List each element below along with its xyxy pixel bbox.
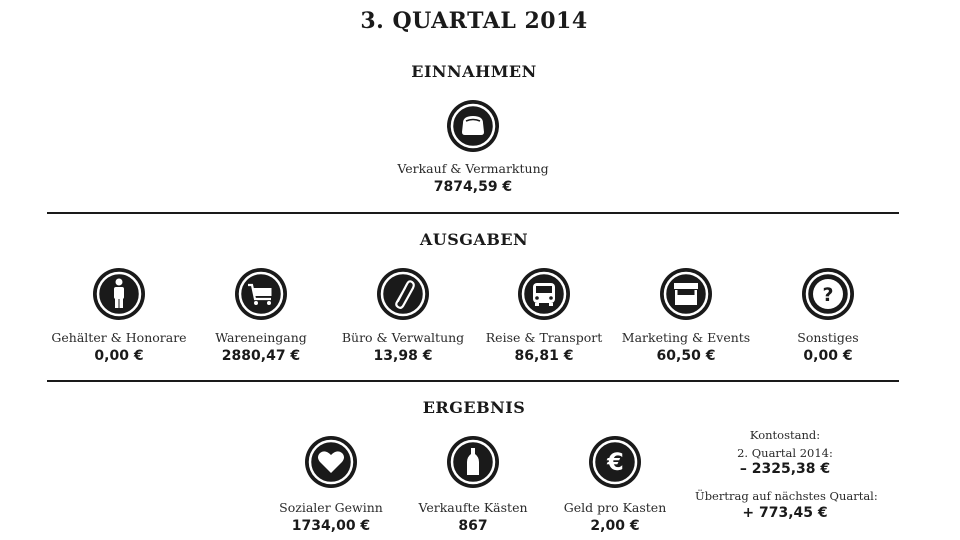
ergebnis-item-geld bbox=[525, 435, 705, 534]
item-value: 867 bbox=[458, 518, 488, 534]
ergebnis-heading: ERGEBNIS bbox=[422, 398, 526, 417]
item-value: 0,00 € bbox=[803, 348, 853, 364]
bottle-icon bbox=[446, 435, 500, 489]
item-label: Wareneingang bbox=[215, 330, 307, 345]
item-label: Büro & Verwaltung bbox=[341, 330, 465, 345]
item-label: Gehälter & Honorare bbox=[51, 330, 187, 345]
item-label: Reise & Transport bbox=[485, 330, 603, 345]
question-icon bbox=[801, 267, 855, 321]
svg-text:€: € bbox=[607, 448, 624, 476]
kontostand-carry-label: Übertrag auf nächstes Quartal: bbox=[695, 489, 878, 503]
item-label: Sozialer Gewinn bbox=[279, 500, 383, 515]
person-icon bbox=[92, 267, 146, 321]
divider-einnahmen bbox=[47, 212, 899, 214]
ausgaben-heading: AUSGABEN bbox=[419, 230, 529, 249]
stand-icon bbox=[659, 267, 713, 321]
item-value: 7874,59 € bbox=[433, 179, 513, 195]
kontostand-previous-label: 2. Quartal 2014: bbox=[737, 446, 833, 460]
item-label: Verkauf & Vermarktung bbox=[397, 161, 549, 176]
item-label: Sonstiges bbox=[797, 330, 859, 345]
item-value: 2880,47 € bbox=[221, 348, 301, 364]
heart-icon bbox=[304, 435, 358, 489]
kontostand-block bbox=[695, 428, 878, 521]
paperclip-icon bbox=[376, 267, 430, 321]
kontostand-heading: Kontostand: bbox=[749, 428, 821, 442]
ausgaben-item-sonstiges bbox=[738, 267, 918, 364]
item-value: 60,50 € bbox=[656, 348, 716, 364]
einnahmen-heading: EINNAHMEN bbox=[411, 62, 537, 81]
item-value: 13,98 € bbox=[373, 348, 433, 364]
kontostand-carry-value: + 773,45 € bbox=[742, 505, 828, 521]
purse-icon bbox=[446, 99, 500, 153]
item-value: 0,00 € bbox=[94, 348, 144, 364]
page-title: 3. QUARTAL 2014 bbox=[360, 8, 588, 34]
svg-text:?: ? bbox=[822, 284, 834, 306]
item-label: Verkaufte Kästen bbox=[418, 500, 528, 515]
cart-icon bbox=[234, 267, 288, 321]
item-value: 2,00 € bbox=[590, 518, 640, 534]
item-label: Geld pro Kasten bbox=[563, 500, 667, 515]
item-value: 1734,00 € bbox=[291, 518, 371, 534]
item-label: Marketing & Events bbox=[621, 330, 751, 345]
van-icon bbox=[517, 267, 571, 321]
einnahmen-item-verkauf bbox=[383, 99, 563, 195]
euro-icon bbox=[588, 435, 642, 489]
kontostand-previous-value: – 2325,38 € bbox=[739, 461, 831, 477]
divider-ausgaben bbox=[47, 380, 899, 382]
item-value: 86,81 € bbox=[514, 348, 574, 364]
